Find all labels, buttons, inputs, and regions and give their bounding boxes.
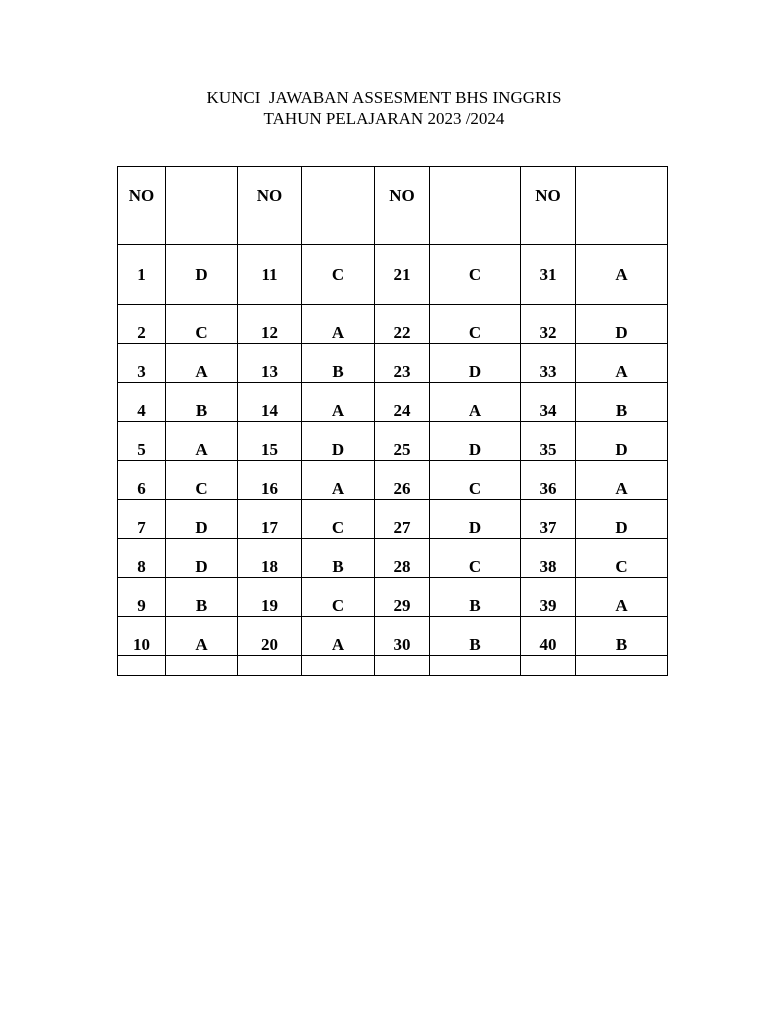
answer-cell: D — [430, 344, 521, 383]
question-number-cell: 31 — [521, 245, 576, 305]
answer-cell: C — [430, 461, 521, 500]
answer-cell: D — [430, 422, 521, 461]
question-number-cell: 15 — [238, 422, 302, 461]
question-number-cell: 7 — [118, 500, 166, 539]
answer-cell: A — [576, 245, 668, 305]
answer-cell: A — [576, 578, 668, 617]
question-number-cell: 40 — [521, 617, 576, 656]
question-number-cell: 25 — [375, 422, 430, 461]
table-row — [118, 461, 668, 500]
table-row — [118, 245, 668, 305]
empty-cell — [521, 656, 576, 676]
title-line-2: TAHUN PELAJARAN 2023 /2024 — [263, 109, 505, 128]
question-number-cell: 18 — [238, 539, 302, 578]
question-number-cell: 33 — [521, 344, 576, 383]
answer-cell: D — [166, 500, 238, 539]
empty-cell — [302, 656, 375, 676]
question-number-cell: 23 — [375, 344, 430, 383]
question-number-cell: 12 — [238, 305, 302, 344]
empty-cell — [430, 656, 521, 676]
answer-cell: C — [430, 305, 521, 344]
table-row — [118, 305, 668, 344]
table-empty-row — [118, 656, 668, 676]
question-number-cell: 11 — [238, 245, 302, 305]
empty-cell — [118, 656, 166, 676]
table-row — [118, 500, 668, 539]
table-row — [118, 617, 668, 656]
answer-cell: A — [166, 617, 238, 656]
header-no-cell: NO — [118, 167, 166, 245]
answer-cell: A — [576, 461, 668, 500]
answer-cell: D — [576, 500, 668, 539]
question-number-cell: 27 — [375, 500, 430, 539]
question-number-cell: 34 — [521, 383, 576, 422]
question-number-cell: 39 — [521, 578, 576, 617]
table-row — [118, 422, 668, 461]
question-number-cell: 22 — [375, 305, 430, 344]
table-row — [118, 344, 668, 383]
answer-cell: C — [302, 500, 375, 539]
question-number-cell: 1 — [118, 245, 166, 305]
answer-cell: A — [302, 617, 375, 656]
question-number-cell: 8 — [118, 539, 166, 578]
question-number-cell: 21 — [375, 245, 430, 305]
answer-cell: D — [166, 539, 238, 578]
header-answer-cell — [430, 167, 521, 245]
answer-cell: B — [166, 383, 238, 422]
document-title — [0, 87, 768, 129]
question-number-cell: 24 — [375, 383, 430, 422]
question-number-cell: 2 — [118, 305, 166, 344]
question-number-cell: 3 — [118, 344, 166, 383]
answer-cell: D — [166, 245, 238, 305]
answer-cell: D — [430, 500, 521, 539]
header-no-cell: NO — [238, 167, 302, 245]
answer-cell: A — [166, 422, 238, 461]
answer-cell: C — [166, 461, 238, 500]
answer-cell: C — [302, 245, 375, 305]
header-answer-cell — [302, 167, 375, 245]
question-number-cell: 5 — [118, 422, 166, 461]
answer-cell: C — [576, 539, 668, 578]
question-number-cell: 9 — [118, 578, 166, 617]
table-body — [118, 167, 668, 676]
answer-cell: A — [302, 461, 375, 500]
title-line-1: KUNCI JAWABAN ASSESMENT BHS INGGRIS — [206, 88, 562, 107]
question-number-cell: 38 — [521, 539, 576, 578]
question-number-cell: 37 — [521, 500, 576, 539]
answer-cell: A — [166, 344, 238, 383]
answer-key-table — [117, 166, 668, 676]
answer-cell: D — [302, 422, 375, 461]
empty-cell — [576, 656, 668, 676]
question-number-cell: 6 — [118, 461, 166, 500]
answer-cell: A — [576, 344, 668, 383]
header-answer-cell — [166, 167, 238, 245]
answer-cell: B — [166, 578, 238, 617]
answer-cell: A — [430, 383, 521, 422]
answer-cell: C — [302, 578, 375, 617]
answer-cell: B — [302, 344, 375, 383]
header-no-cell: NO — [375, 167, 430, 245]
question-number-cell: 14 — [238, 383, 302, 422]
question-number-cell: 4 — [118, 383, 166, 422]
table-row — [118, 578, 668, 617]
question-number-cell: 28 — [375, 539, 430, 578]
answer-cell: C — [166, 305, 238, 344]
question-number-cell: 20 — [238, 617, 302, 656]
answer-cell: B — [576, 617, 668, 656]
answer-cell: C — [430, 245, 521, 305]
answer-cell: D — [576, 305, 668, 344]
question-number-cell: 16 — [238, 461, 302, 500]
question-number-cell: 10 — [118, 617, 166, 656]
table-row — [118, 539, 668, 578]
answer-cell: C — [430, 539, 521, 578]
answer-cell: A — [302, 383, 375, 422]
question-number-cell: 13 — [238, 344, 302, 383]
empty-cell — [166, 656, 238, 676]
answer-cell: B — [430, 578, 521, 617]
answer-cell: A — [302, 305, 375, 344]
table-row — [118, 383, 668, 422]
empty-cell — [375, 656, 430, 676]
question-number-cell: 19 — [238, 578, 302, 617]
question-number-cell: 29 — [375, 578, 430, 617]
header-answer-cell — [576, 167, 668, 245]
question-number-cell: 30 — [375, 617, 430, 656]
empty-cell — [238, 656, 302, 676]
answer-cell: D — [576, 422, 668, 461]
table-header-row — [118, 167, 668, 245]
header-no-cell: NO — [521, 167, 576, 245]
answer-cell: B — [576, 383, 668, 422]
question-number-cell: 35 — [521, 422, 576, 461]
question-number-cell: 32 — [521, 305, 576, 344]
answer-cell: B — [430, 617, 521, 656]
question-number-cell: 17 — [238, 500, 302, 539]
question-number-cell: 36 — [521, 461, 576, 500]
answer-cell: B — [302, 539, 375, 578]
question-number-cell: 26 — [375, 461, 430, 500]
